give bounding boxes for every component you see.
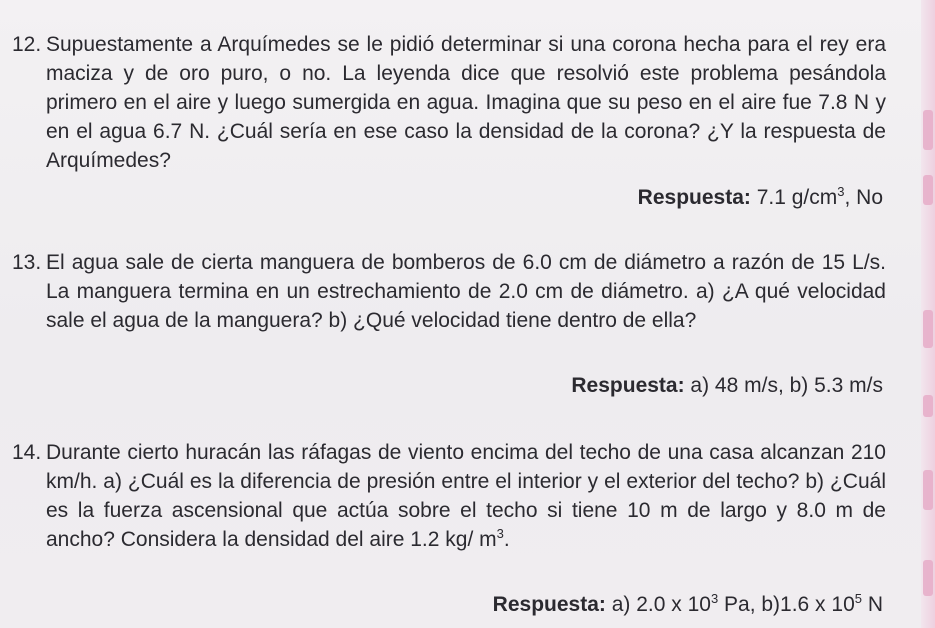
problem-number: 14. [12, 441, 42, 464]
answer-14 [493, 590, 883, 619]
problem-text: Supuestamente a Arquímedes se le pidió determinar si una corona hecha para el rey era maciza y de oro puro, o no. La leyenda dice que resolvió este problema pesándola primero en el aire y luego sumergida en agua. Imagina que su peso en el aire fue 7.8 N y en el agua 6.7 N. ¿Cuál sería en ese caso la densidad de la corona? ¿Y la respuesta de Arquímedes? [46, 33, 886, 172]
answer-label: Respuesta: [637, 186, 751, 209]
problem-14 [12, 438, 886, 554]
answer-label: Respuesta: [571, 374, 685, 397]
answer-superscript: 3 [837, 184, 845, 199]
problem-text-superscript: 3 [496, 526, 504, 541]
answer-value-b: Pa, b)1.6 x 10 [718, 593, 855, 616]
problem-text [46, 438, 886, 554]
problem-13 [12, 248, 886, 335]
answer-label: Respuesta: [492, 593, 606, 616]
edge-mark [923, 395, 933, 417]
answer-superscript-b: 5 [854, 591, 862, 606]
answer-value-b: , No [844, 186, 883, 209]
edge-mark [923, 110, 933, 150]
answer-superscript-a: 3 [710, 591, 719, 606]
edge-mark [923, 560, 933, 596]
problem-12 [12, 30, 886, 175]
answer-value-a: a) 48 m/s, b) 5.3 m/s [684, 374, 883, 397]
problem-number: 13. [12, 251, 42, 274]
problem-number: 12. [12, 33, 42, 56]
answer-value-a: a) 2.0 x 10 [605, 593, 711, 616]
edge-mark [923, 470, 933, 510]
page-edge-decoration [921, 0, 935, 628]
answer-value-a: 7.1 g/cm [750, 186, 838, 209]
problem-text-end: . [503, 528, 510, 551]
edge-mark [923, 175, 933, 205]
answer-13 [571, 371, 883, 400]
answer-value-c: N [862, 593, 883, 616]
problem-text: El agua sale de cierta manguera de bomberos de 6.0 cm de diámetro a razón de 15 L/s. La manguera termina en un estrechamiento de 2.0 cm de diámetro. a) ¿A qué velocidad sale el agua de la manguera? b) ¿Qué velocidad tiene dentro de ella? [46, 251, 886, 332]
problem-text-unit: m [479, 528, 497, 551]
answer-12 [638, 183, 883, 212]
edge-mark [923, 310, 933, 348]
problem-text-main: Durante cierto huracán las ráfagas de viento encima del techo de una casa alcanzan 210 km/h. a) ¿Cuál es la diferencia de presión entre el interior y el exterior del techo? b) ¿Cuál es la fuerza ascensional que actúa sobre el techo si tiene 10 m de largo y 8.0 m de ancho? Considera la densidad del aire 1.2 kg/ [46, 441, 886, 551]
